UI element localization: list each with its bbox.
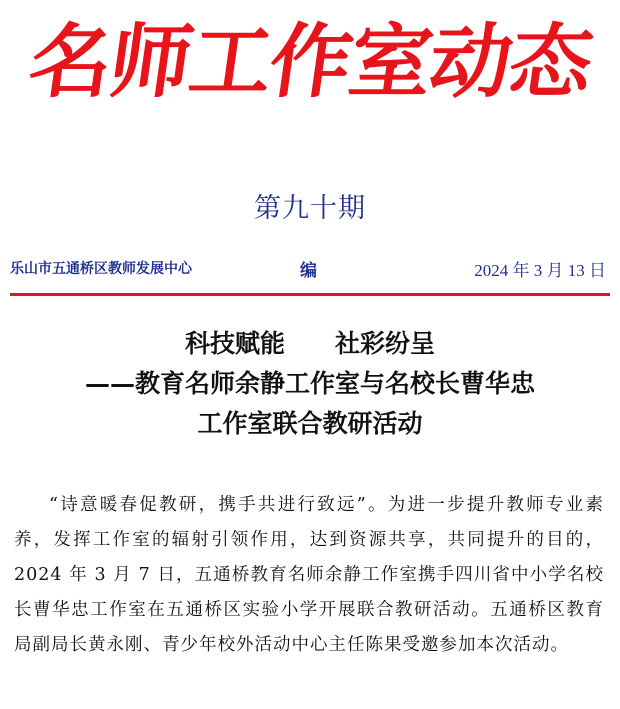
masthead-title: 名师工作室动态 — [23, 15, 597, 110]
edit-label: 编 — [300, 261, 317, 281]
headline-part1: 科技赋能 — [184, 329, 285, 358]
article-headline-line3: 工作室联合教研活动 — [197, 409, 423, 438]
article-headline-line2: ——教育名师余静工作室与名校长曹华忠 — [84, 369, 535, 398]
headline-part2: 社彩纷呈 — [335, 329, 436, 358]
issue-number: 第九十期 — [254, 193, 366, 224]
publish-date: 2024 年 3 月 13 日 — [474, 261, 606, 280]
article-headline-line1 — [0, 324, 620, 360]
header-divider — [10, 293, 610, 296]
masthead — [0, 8, 620, 126]
organization-name: 乐山市五通桥区教师发展中心 — [10, 261, 192, 277]
info-bar — [10, 254, 610, 281]
article-paragraph: “诗意暖春促教研，携手共进行致远”。为进一步提升教师专业素养，发挥工作室的辐射引领作用，达到资源共享，共同提升的目的，2024 年 3 月 7 日，五通桥教育名师余静工作室携手四川省中小学名校长曹华忠工作室在五通桥区实验小学开展联合教研活动。五通桥区教育局副局长黄永刚、青少年校外活动中心主任陈果受邀参加本次活动。 — [14, 495, 604, 655]
